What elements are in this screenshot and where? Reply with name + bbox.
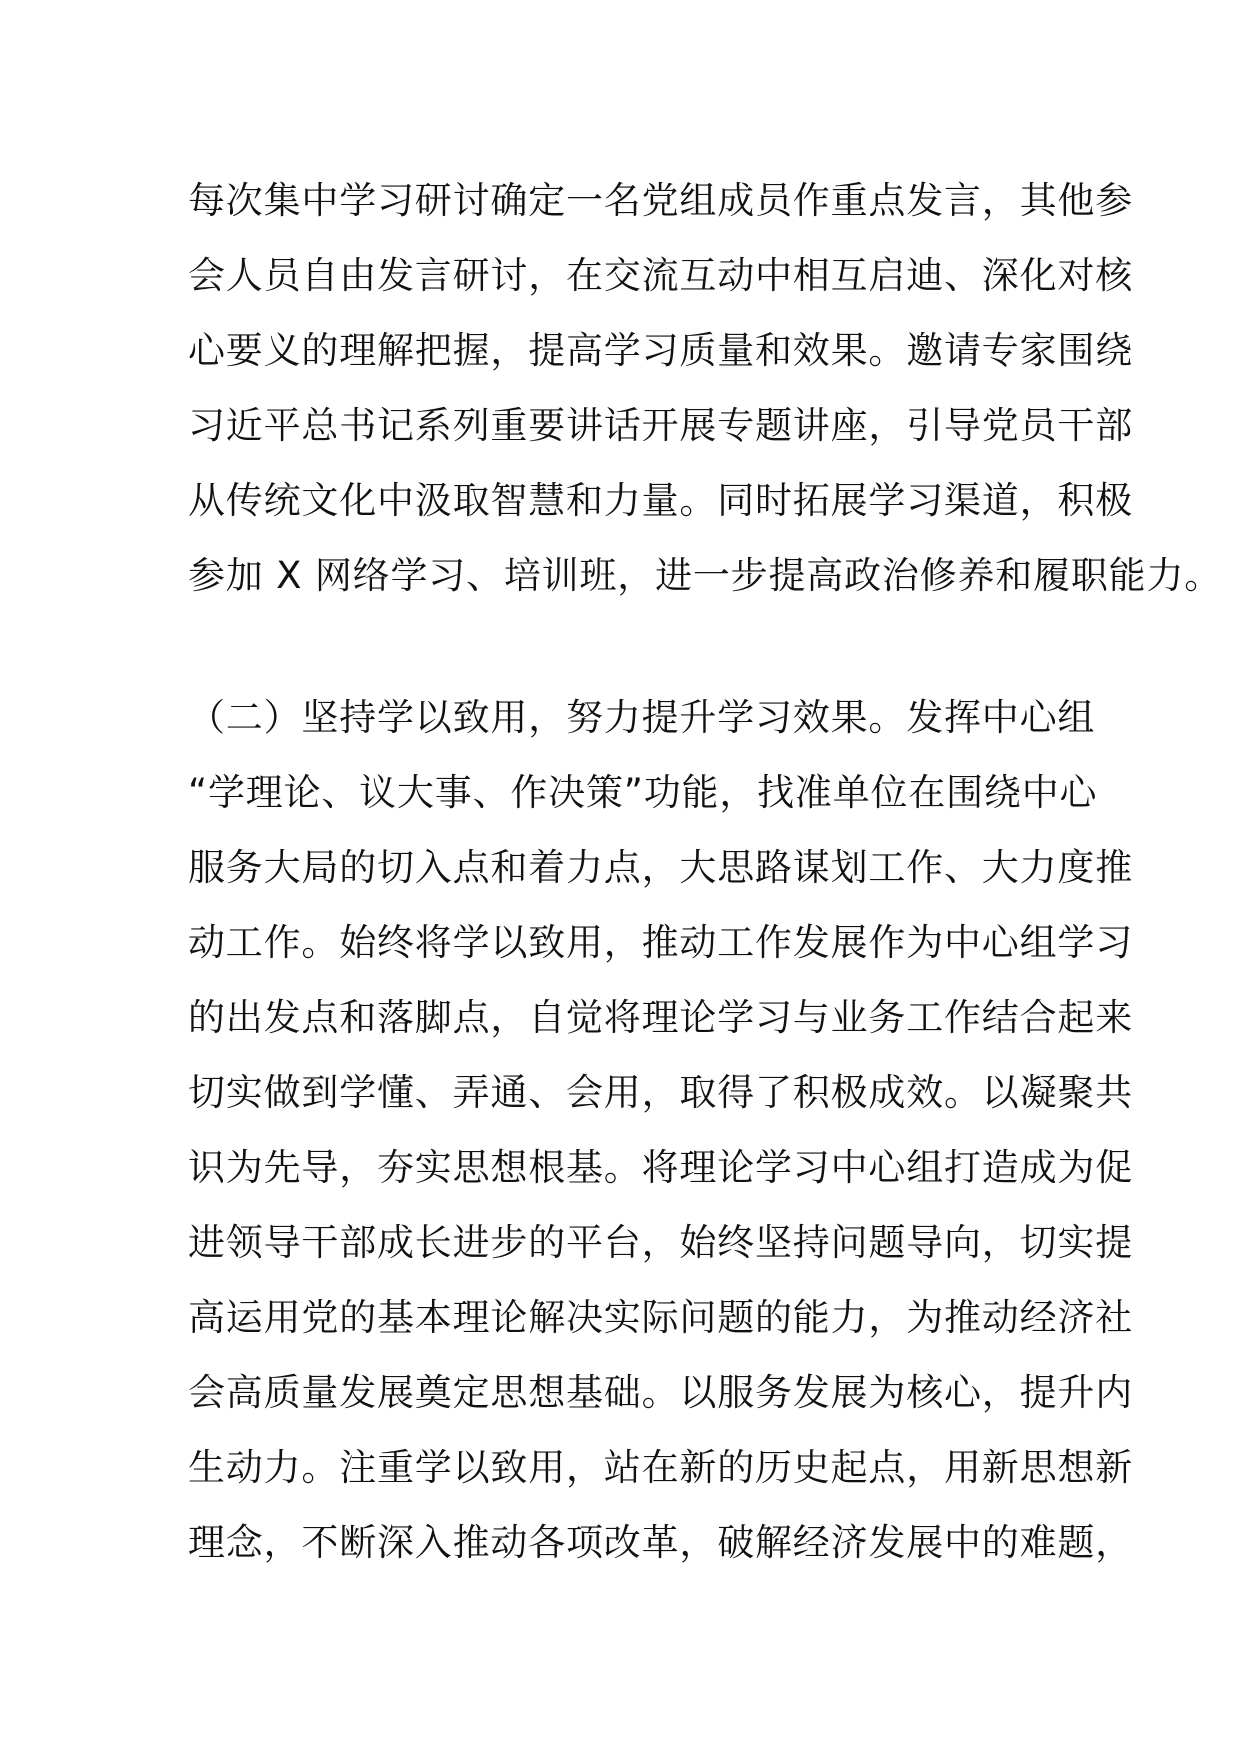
paragraph-2-line: 高运用党的基本理论解决实际问题的能力，为推动经济社 (188, 1296, 1133, 1339)
paragraph-1-line: 每次集中学习研讨确定一名党组成员作重点发言，其他参 (188, 179, 1133, 222)
paragraph-2 (188, 680, 1133, 1580)
paragraph-2-line: 的出发点和落脚点，自觉将理论学习与业务工作结合起来 (188, 996, 1133, 1039)
paragraph-2-line: 服务大局的切入点和着力点，大思路谋划工作、大力度推 (188, 846, 1133, 889)
paragraph-1-line: 心要义的理解把握，提高学习质量和效果。邀请专家围绕 (188, 329, 1133, 372)
paragraph-1-line: 会人员自由发言研讨，在交流互动中相互启迪、深化对核 (188, 254, 1133, 297)
paragraph-2-line: 动工作。始终将学以致用，推动工作发展作为中心组学习 (188, 921, 1133, 964)
paragraph-2-line: 识为先导，夯实思想根基。将理论学习中心组打造成为促 (188, 1146, 1133, 1189)
paragraph-2-line: 进领导干部成长进步的平台，始终坚持问题导向，切实提 (188, 1221, 1133, 1264)
paragraph-1-line: 从传统文化中汲取智慧和力量。同时拓展学习渠道，积极 (188, 479, 1133, 522)
paragraph-2-line: 切实做到学懂、弄通、会用，取得了积极成效。以凝聚共 (188, 1071, 1133, 1114)
paragraph-1-line: 参加 X 网络学习、培训班，进一步提高政治修养和履职能力。 (188, 554, 1223, 597)
paragraph-2-line: “学理论、议大事、作决策”功能，找准单位在围绕中心 (188, 771, 1098, 814)
paragraph-1-line: 习近平总书记系列重要讲话开展专题讲座，引导党员干部 (188, 404, 1133, 447)
paragraph-2-line: 生动力。注重学以致用，站在新的历史起点，用新思想新 (188, 1446, 1133, 1489)
paragraph-2-line: 会高质量发展奠定思想基础。以服务发展为核心，提升内 (188, 1371, 1133, 1414)
paragraph-2-line: （二）坚持学以致用，努力提升学习效果。发挥中心组 (188, 696, 1096, 739)
paragraph-2-line: 理念，不断深入推动各项改革，破解经济发展中的难题， (188, 1521, 1133, 1564)
paragraph-1 (188, 163, 1223, 613)
